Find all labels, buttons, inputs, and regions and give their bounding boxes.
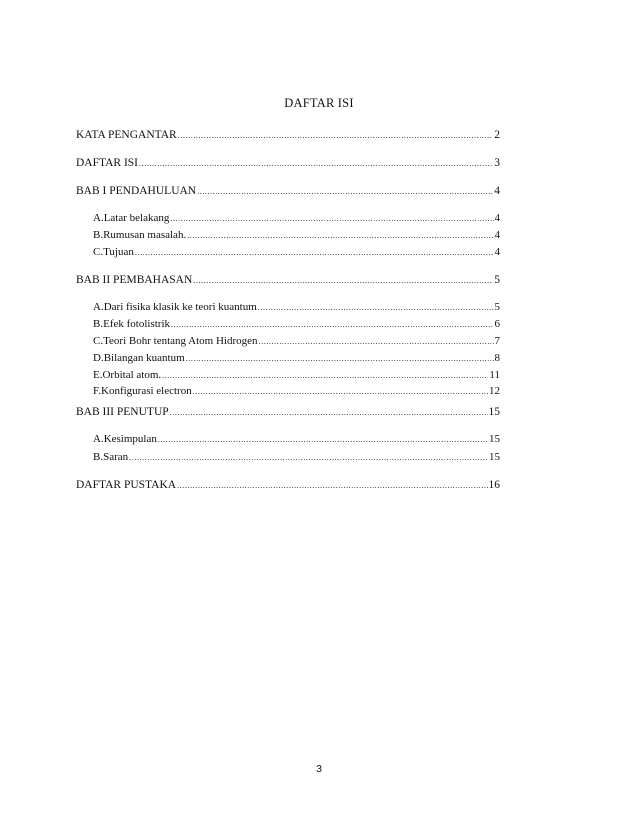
toc-entry-page: 5: [494, 274, 500, 286]
toc-entry-label: Rumusan masalah.: [103, 229, 187, 241]
toc-subentry-letter: A.: [93, 433, 104, 445]
leader-dots: [259, 335, 494, 349]
toc-entry-label: KATA PENGANTAR: [76, 129, 177, 141]
toc-entry-page: 2: [494, 129, 500, 141]
leader-dots: [170, 406, 488, 420]
toc-entry[interactable]: [76, 156, 500, 171]
toc-subentry-letter: A.: [93, 301, 104, 313]
toc-entry-label: DAFTAR PUSTAKA: [76, 479, 177, 491]
toc-entry-page: 15: [489, 433, 500, 445]
leader-dots: [193, 274, 493, 288]
leader-dots: [139, 157, 493, 171]
toc-subentry[interactable]: [93, 211, 500, 226]
toc-entry-page: 15: [489, 451, 500, 463]
leader-dots: [177, 479, 487, 493]
toc-entry[interactable]: [76, 273, 500, 288]
toc-entry-label: Orbital atom.: [102, 369, 162, 381]
toc-entry-page: 12: [489, 385, 500, 397]
toc-entry-page: 5: [494, 301, 500, 313]
toc-subentry-letter: C.: [93, 335, 104, 347]
leader-dots: [178, 129, 494, 143]
toc-subentry[interactable]: [93, 245, 500, 260]
toc-entry-page: 7: [494, 335, 500, 347]
toc-entry-page: 4: [494, 212, 500, 224]
toc-entry-label: Teori Bohr tentang Atom Hidrogen: [103, 335, 258, 347]
leader-dots: [193, 385, 488, 399]
toc-entry-label: Tujuan: [103, 246, 134, 258]
leader-dots: [187, 229, 493, 243]
toc-subentry[interactable]: [93, 317, 500, 332]
toc-subentry-letter: F.: [93, 385, 101, 397]
toc-subentry[interactable]: [93, 334, 500, 349]
toc-subentry[interactable]: [93, 432, 500, 447]
toc-entry[interactable]: [76, 184, 500, 199]
toc-entry-label: Dari fisika klasik ke teori kuantum: [103, 301, 257, 313]
toc-entry-page: 11: [489, 369, 500, 381]
leader-dots: [186, 352, 494, 366]
toc-entry-label: Bilangan kuantum: [103, 352, 185, 364]
toc-entry-page: 4: [494, 229, 500, 241]
toc-entry-page: 15: [488, 406, 500, 418]
toc-entry-label: BAB III PENUTUP: [76, 406, 169, 418]
toc-subentry-letter: B.: [93, 451, 104, 463]
toc-entry-page: 16: [488, 479, 500, 491]
toc-entry-label: Konfigurasi electron: [101, 385, 192, 397]
toc-entry-label: BAB II PEMBAHASAN: [76, 274, 193, 286]
toc-entry-label: Efek fotolistrik: [103, 318, 170, 330]
leader-dots: [162, 369, 488, 383]
toc-entry-page: 4: [494, 246, 500, 258]
toc-entry-label: BAB I PENDAHULUAN: [76, 185, 197, 197]
leader-dots: [170, 212, 493, 226]
toc-subentry-letter: B.: [93, 229, 104, 241]
toc-subentry[interactable]: [93, 450, 500, 465]
toc-subentry[interactable]: [93, 351, 500, 366]
toc-entry[interactable]: [76, 478, 500, 493]
page-number: 3: [316, 763, 322, 775]
toc-subentry-letter: B.: [93, 318, 104, 330]
toc-entry-page: 3: [494, 157, 500, 169]
toc-entry-label: Latar belakang: [103, 212, 170, 224]
toc-subentry[interactable]: [93, 368, 500, 383]
toc-entry[interactable]: [76, 405, 500, 420]
leader-dots: [197, 185, 493, 199]
toc-entry-label: Saran: [103, 451, 129, 463]
toc-entry-label: DAFTAR ISI: [76, 157, 139, 169]
toc-subentry[interactable]: [93, 300, 500, 315]
leader-dots: [135, 246, 494, 260]
toc-subentry-letter: D.: [93, 352, 104, 364]
toc-subentry-letter: E.: [93, 369, 103, 381]
toc-entry-page: 8: [494, 352, 500, 364]
toc-entry[interactable]: [76, 128, 500, 143]
toc-subentry-letter: C.: [93, 246, 104, 258]
toc-entry-page: 4: [494, 185, 500, 197]
leader-dots: [129, 451, 488, 465]
page-title: DAFTAR ISI: [284, 96, 354, 110]
toc-subentry[interactable]: [93, 384, 500, 399]
leader-dots: [158, 433, 488, 447]
leader-dots: [258, 301, 494, 315]
toc-entry-label: Kesimpulan: [103, 433, 157, 445]
toc-subentry[interactable]: [93, 228, 500, 243]
toc-entry-page: 6: [494, 318, 500, 330]
toc-subentry-letter: A.: [93, 212, 104, 224]
leader-dots: [171, 318, 494, 332]
